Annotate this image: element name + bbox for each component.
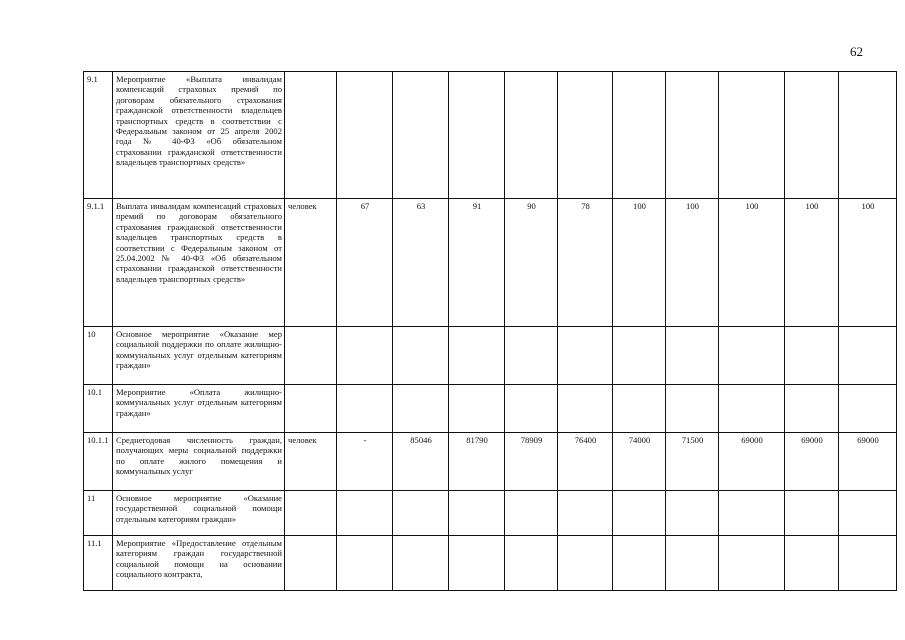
value-cell (839, 327, 897, 385)
row-number: 11.1 (84, 536, 113, 591)
value-cell (666, 72, 719, 199)
value-cell (839, 385, 897, 433)
value-cell (558, 536, 613, 591)
value-cell (613, 327, 666, 385)
row-description: Среднегодовая численность граждан, получающих меры социальной поддержки по оплате жилого помещения и коммунальных услуг (113, 433, 285, 491)
value-cell: 78909 (505, 433, 558, 491)
value-cell: 74000 (613, 433, 666, 491)
table-row (84, 536, 897, 591)
row-unit (285, 491, 337, 536)
table-row (84, 72, 897, 199)
value-cell: 100 (666, 199, 719, 327)
row-description: Мероприятие «Выплата инвалидам компенсаций страховых премий по договорам обязательного страхования гражданской ответственности владельцев транспортных средств в соответствии с Федеральным законом от 25 апреля 2002 года № 40-ФЗ «Об обязательном страховании гражданской ответственности владельцев транспортных средств» (113, 72, 285, 199)
row-unit: человек (285, 433, 337, 491)
value-cell (393, 72, 449, 199)
value-cell (839, 72, 897, 199)
value-cell: 63 (393, 199, 449, 327)
table-row (84, 491, 897, 536)
value-cell (785, 327, 839, 385)
value-cell (613, 536, 666, 591)
value-cell (719, 536, 785, 591)
row-description: Выплата инвалидам компенсаций страховых премий по договорам обязательного страхования гражданской ответственности владельцев транспортных средств в соответствии с Федеральным законом от 25.04.2002 № 40-ФЗ «Об обязательном страховании гражданской ответственности владельцев транспортных средств» (113, 199, 285, 327)
value-cell (719, 491, 785, 536)
value-cell (505, 536, 558, 591)
row-number: 9.1.1 (84, 199, 113, 327)
value-cell (393, 536, 449, 591)
value-cell (839, 536, 897, 591)
value-cell: 78 (558, 199, 613, 327)
value-cell (449, 536, 505, 591)
value-cell: 69000 (785, 433, 839, 491)
page-number: 62 (850, 44, 863, 59)
value-cell (337, 327, 393, 385)
value-cell (613, 491, 666, 536)
row-number: 11 (84, 491, 113, 536)
value-cell: 71500 (666, 433, 719, 491)
row-unit (285, 385, 337, 433)
row-number: 10 (84, 327, 113, 385)
value-cell: 69000 (839, 433, 897, 491)
table-row (84, 327, 897, 385)
value-cell: 69000 (719, 433, 785, 491)
row-unit (285, 327, 337, 385)
value-cell (505, 327, 558, 385)
value-cell: 85046 (393, 433, 449, 491)
value-cell (393, 327, 449, 385)
value-cell (613, 385, 666, 433)
value-cell (613, 72, 666, 199)
value-cell (785, 491, 839, 536)
value-cell (666, 385, 719, 433)
row-number: 9.1 (84, 72, 113, 199)
value-cell (666, 327, 719, 385)
value-cell (839, 491, 897, 536)
value-cell (337, 72, 393, 199)
row-description: Основное мероприятие «Оказание государственной социальной помощи отдельным категориям граждан» (113, 491, 285, 536)
value-cell (505, 385, 558, 433)
value-cell (449, 385, 505, 433)
table-row (84, 433, 897, 491)
table-row (84, 385, 897, 433)
value-cell (666, 491, 719, 536)
value-cell (393, 385, 449, 433)
row-unit: человек (285, 199, 337, 327)
row-number: 10.1 (84, 385, 113, 433)
value-cell: 76400 (558, 433, 613, 491)
value-cell (393, 491, 449, 536)
indicators-table (83, 71, 897, 591)
value-cell (505, 72, 558, 199)
value-cell (337, 385, 393, 433)
row-number: 10.1.1 (84, 433, 113, 491)
value-cell (505, 491, 558, 536)
value-cell (666, 536, 719, 591)
value-cell (337, 536, 393, 591)
value-cell: 90 (505, 199, 558, 327)
value-cell (449, 491, 505, 536)
value-cell (449, 327, 505, 385)
value-cell (558, 327, 613, 385)
value-cell: 100 (785, 199, 839, 327)
value-cell: 67 (337, 199, 393, 327)
value-cell (719, 72, 785, 199)
value-cell (449, 72, 505, 199)
row-description: Основное мероприятие «Оказание мер социальной поддержки по оплате жилищно-коммунальных услуг отдельным категориям граждан» (113, 327, 285, 385)
row-description: Мероприятие «Предоставление отдельным категориям граждан государственной социальной помощи на основании социального контракта, (113, 536, 285, 591)
value-cell (785, 385, 839, 433)
value-cell (785, 536, 839, 591)
value-cell (337, 491, 393, 536)
table-row (84, 199, 897, 327)
row-unit (285, 536, 337, 591)
value-cell: 100 (719, 199, 785, 327)
value-cell (558, 385, 613, 433)
value-cell: 100 (839, 199, 897, 327)
row-unit (285, 72, 337, 199)
value-cell (785, 72, 839, 199)
value-cell (719, 327, 785, 385)
value-cell: 81790 (449, 433, 505, 491)
value-cell: - (337, 433, 393, 491)
value-cell (719, 385, 785, 433)
value-cell: 91 (449, 199, 505, 327)
value-cell (558, 491, 613, 536)
value-cell: 100 (613, 199, 666, 327)
row-description: Мероприятие «Оплата жилищно-коммунальных услуг отдельным категориям граждан» (113, 385, 285, 433)
value-cell (558, 72, 613, 199)
